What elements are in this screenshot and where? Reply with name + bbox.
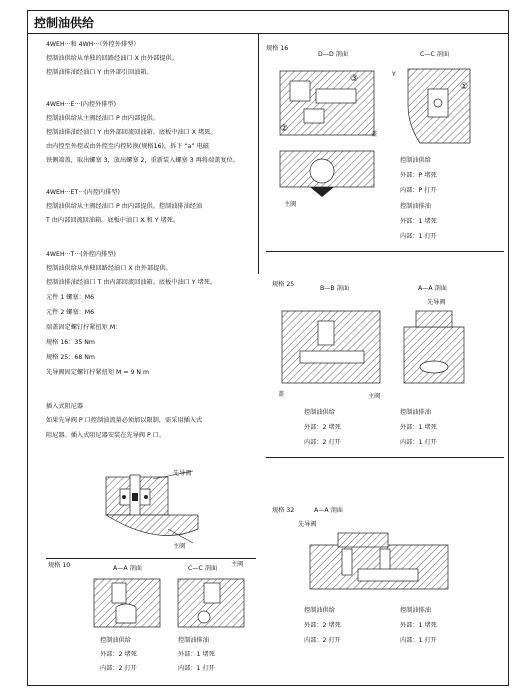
size32-drain-int: 内部：1 打开 [400,637,437,644]
size16-marker-2: ② [280,124,289,134]
section-int-ext-head: 4WEH···E···(内控外排型) [46,101,117,108]
text-line: T 由内部回流回油箱。底板中油口 X 和 Y 堵死。 [46,217,180,224]
size25-drain-head: 控制油排油 [400,409,431,416]
size16-drain-int: 内部：1 打开 [400,233,437,240]
size25-main-label: 主阀 [368,393,381,400]
size25-supply-int: 内部：2 打开 [304,439,341,446]
size16-marker-3: ③ [350,74,359,84]
size25-supply-head: 控制油供给 [304,409,335,416]
text-line: 控制油供给从主阀经油口 P 由内部提供。控制油排油经油 [46,203,203,210]
size32-supply-int: 内部：2 打开 [304,637,341,644]
size10-supply-head: 控制油供给 [100,637,131,644]
size25-supply-ext: 外部：2 堵死 [304,424,341,431]
size10-cc-drawing [176,577,246,629]
size25-aa-drawing [402,307,466,387]
size32-section-aa: A—A 剖面 [314,507,343,514]
text-line: 由内控至外控或由外控至内控转换(规格16)，拆下 “a” 电磁 [46,143,209,150]
divider [266,251,504,252]
text-line: 规格 25：68 Nm [46,354,95,361]
size32-drain-ext: 外部：1 堵死 [400,622,437,629]
section-ext-int-head: 4WEH···T···(外控内排型) [46,251,116,258]
divider [266,457,504,458]
size16-title: 规格 16 [266,45,289,52]
page-title: 控制油供给 [34,16,95,30]
size32-drain-head: 控制油排油 [400,607,431,614]
text-line: 元件 1 螺塞：M6 [46,294,95,301]
size10-supply-int: 内部：2 打开 [100,665,137,672]
text-line: 先导阀固定螺钉拧紧扭矩 M = 9 N m [46,369,150,376]
size10-drain-int: 内部：1 打开 [178,665,215,672]
size25-drain-ext: 外部：1 堵死 [400,424,437,431]
page-frame [27,10,509,686]
size16-supply-int: 内部：P 打开 [400,187,437,194]
size16-drain-ext: 外部：1 堵死 [400,218,437,225]
text-line: 控制油供给从单独回路经油口 X 由外部提供。 [46,265,172,272]
size16-section-cc: C—C 剖面 [420,51,450,58]
text-line: 铁侧端盖，取出螺塞 3，放出螺塞 2，重新装入螺塞 3 再将端盖复位。 [46,157,239,164]
size16-section-dd: D—D 剖面 [318,51,349,58]
text-line: 控制油供给从单独的回路经油口 X 由外部提供。 [46,55,178,62]
text-line: 控制油供给从主阀经油口 P 由内部提供。 [46,115,159,122]
size10-aa-drawing [92,577,162,629]
label-main-valve: 主阀 [173,543,186,550]
section-damper-head: 插入式阻尼器 [46,403,84,410]
divider [46,558,256,559]
size32-pilot-label: 先导阀 [298,521,317,528]
text-line: 规格 16：35 Nm [46,339,95,346]
text-line: 控制油排油经油口 Y 由外部引回油箱。 [46,69,153,76]
text-line: 控制油排油经油口 Y 由外部回流回油箱。底板中油口 X 堵死。 [46,129,217,136]
size32-supply-head: 控制油供给 [304,607,335,614]
size10-section-cc: C—C 剖面 [188,565,218,572]
size32-title: 规格 32 [272,507,295,514]
size16-drain-head: 控制油排油 [400,203,431,210]
size25-section-bb: B—B 剖面 [320,285,350,292]
size16-main-label: 主阀 [284,201,297,208]
size10-supply-ext: 外部：2 堵死 [100,651,137,658]
text-line: 阻尼器。插入式阻尼器安装在先导阀 P 口。 [46,432,166,439]
size25-bb-drawing [278,307,384,387]
column-divider [258,34,259,274]
size25-section-aa: A—A 剖面 [418,285,447,292]
size16-main-drawing [276,147,380,201]
title-bar [28,11,508,34]
section-ext-ext-head: 4WEH···和 4WH···（外控外排型） [46,41,140,48]
size16-dd-drawing [276,61,380,145]
size25-pilot-label: 先导阀 [427,299,446,306]
size16-supply-ext: 外部：P 堵死 [400,172,437,179]
size25-cover-label: 盖 [278,391,285,398]
size10-drain-head: 控制油排油 [178,637,209,644]
size10-title: 规格 10 [48,562,71,569]
section-int-int-head: 4WEH···ET···(内控内排型) [46,189,120,196]
text-line: 元件 2 螺塞：M6 [46,309,95,316]
size16-y-label: Y [392,71,396,78]
size10-section-aa: A—A 剖面 [113,565,142,572]
damper-drawing [98,467,228,547]
size10-drain-ext: 外部：1 堵死 [178,651,215,658]
size16-cover-label: 盖 [371,131,378,138]
label-pilot-valve: 先导阀 [173,470,192,477]
size16-marker-1: ① [460,82,469,92]
text-line: 控制油排油经油口 T 由内部回流回油箱。底板中油口 Y 堵死。 [46,279,217,286]
size32-aa-drawing [298,531,458,591]
text-line: 端盖固定螺钉拧紧扭矩 M： [46,324,122,331]
size10-main-label: 主阀 [231,561,244,568]
size25-drain-int: 内部：1 打开 [400,439,437,446]
size25-title: 规格 25 [272,281,295,288]
size16-cc-drawing [400,65,476,147]
size32-supply-ext: 外部：2 堵死 [304,622,341,629]
text-line: 如果先导阀 P 口控制油流量必须加以限制，需采用插入式 [46,417,203,424]
size16-supply-head: 控制油供给 [400,157,431,164]
